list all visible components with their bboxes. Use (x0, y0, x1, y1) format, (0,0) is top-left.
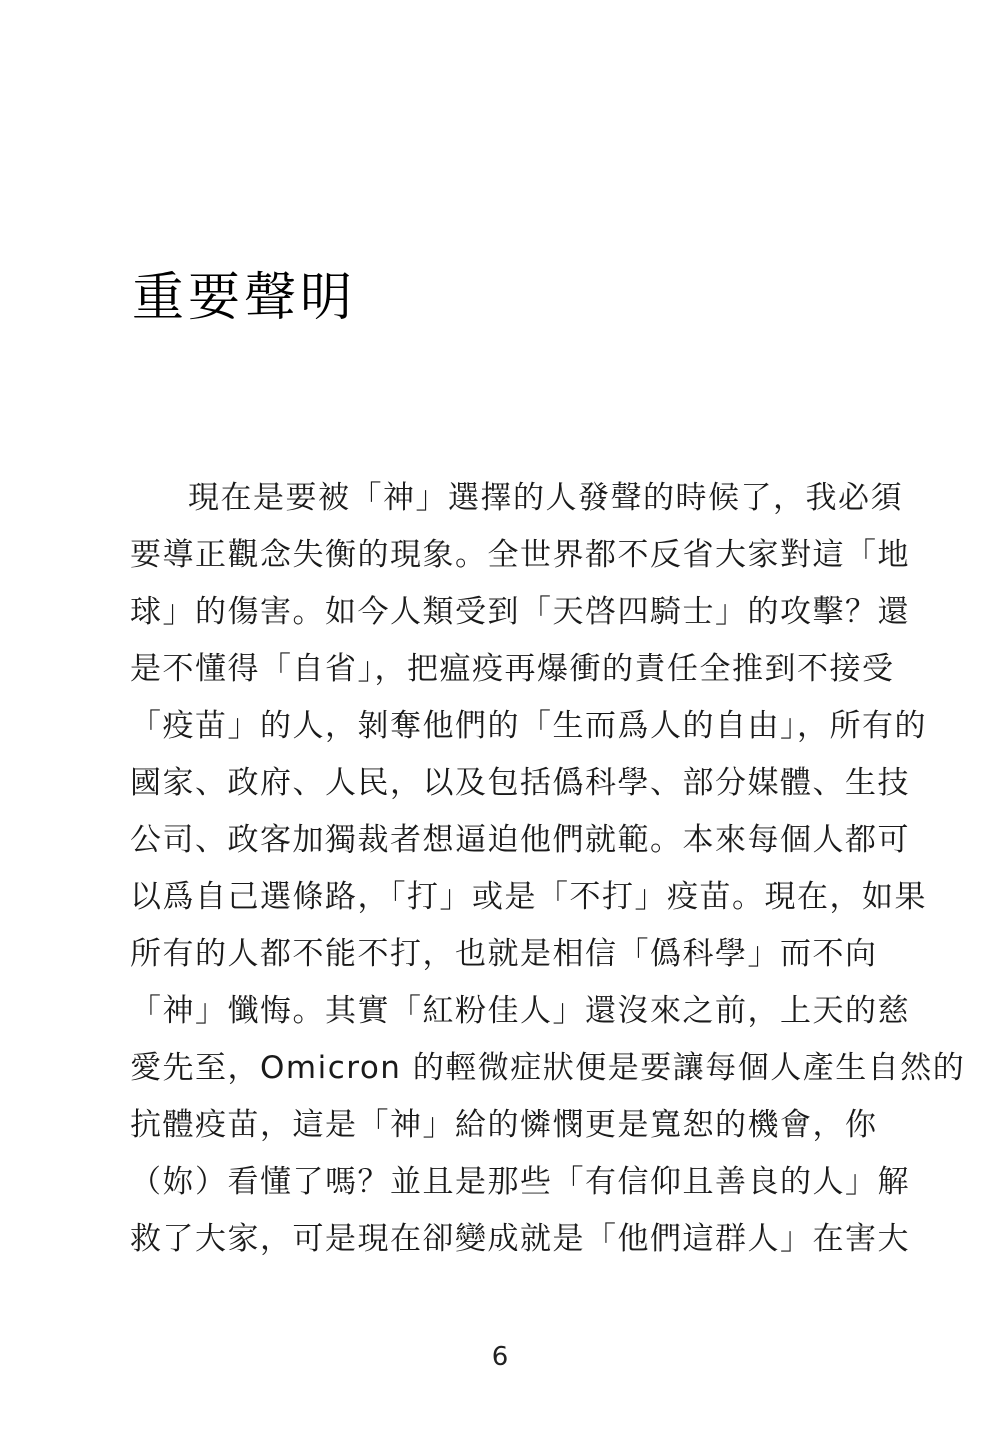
paragraph-line-9: 所有的人都不能不打，也就是相信「僞科學」而不向 (130, 936, 878, 972)
paragraph-line-1: 現在是要被「神」選擇的人發聲的時候了，我必須 (188, 480, 903, 516)
paragraph-line-3: 球」的傷害。如今人類受到「天啓四騎士」的攻擊？還 (130, 594, 910, 630)
paragraph-line-11: 愛先至，Omicron 的輕微症狀便是要讓每個人產生自然的 (130, 1050, 966, 1086)
paragraph-line-12: 抗體疫苗，這是「神」給的憐憫更是寬恕的機會，你 (130, 1107, 878, 1143)
paragraph-line-8: 以爲自己選條路，「打」或是「不打」疫苗。現在，如果 (130, 879, 927, 915)
paragraph-line-6: 國家、政府、人民，以及包括僞科學、部分媒體、生技 (130, 765, 910, 801)
paragraph-line-14: 救了大家，可是現在卻變成就是「他們這群人」在害大 (130, 1221, 910, 1257)
paragraph-line-2: 要導正觀念失衡的現象。全世界都不反省大家對這「地 (130, 537, 910, 573)
page-number: 6 (491, 1342, 509, 1372)
page-title: 重要聲明 (132, 268, 357, 328)
paragraph-line-10: 「神」懺悔。其實「紅粉佳人」還沒來之前，上天的慈 (130, 993, 910, 1029)
paragraph-line-4: 是不懂得「自省」，把瘟疫再爆衝的責任全推到不接受 (130, 651, 895, 687)
paragraph-line-5: 「疫苗」的人，剝奪他們的「生而爲人的自由」，所有的 (130, 708, 927, 744)
body-paragraph (130, 470, 966, 1268)
paragraph-line-7: 公司、政客加獨裁者想逼迫他們就範。本來每個人都可 (130, 822, 910, 858)
paragraph-line-13: （妳）看懂了嗎？並且是那些「有信仰且善良的人」解 (130, 1164, 910, 1200)
